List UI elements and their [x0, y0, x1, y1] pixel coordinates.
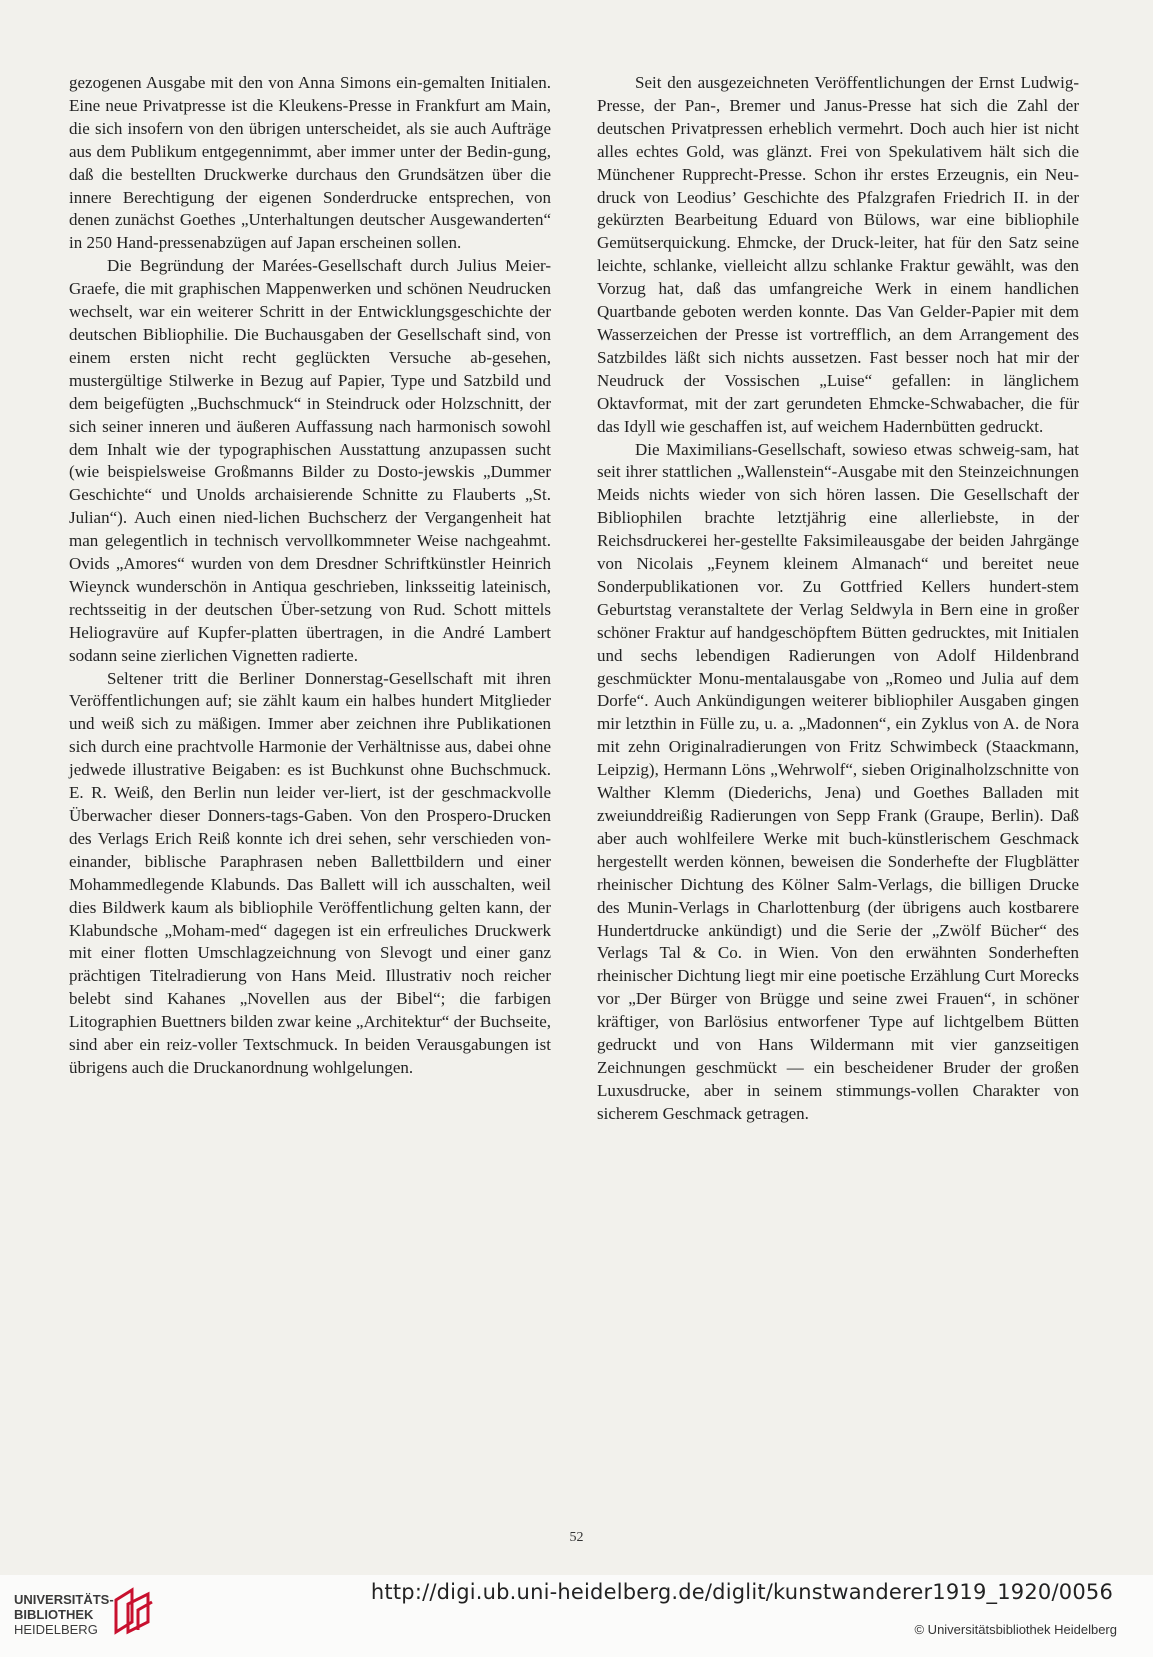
- logo-line: HEIDELBERG: [14, 1622, 98, 1637]
- copyright-notice: © Universitätsbibliothek Heidelberg: [914, 1622, 1117, 1637]
- library-logo-text: [14, 1592, 114, 1637]
- right-text-column: [597, 72, 1079, 1126]
- logo-line: UNIVERSITÄTS-: [14, 1592, 114, 1607]
- paragraph: Seltener tritt die Berliner Donnerstag-Gesellschaft mit ihren Veröffentlichungen auf; sie zählt kaum ein halbes hundert Mitglieder und weiß sich zu mäßigen. Immer aber zeichnen ihre Publikationen sich durch eine prachtvolle Harmonie der Verhältnisse aus, dabei ohne jedwede illustrative Beigaben: es ist Buchkunst ohne Buchschmuck. E. R. Weiß, den Berlin nun leider ver-liert, ist der geschmackvolle Überwacher dieser Donners-tags-Gaben. Von den Prospero-Drucken des Verlags Erich Reiß konnte ich drei sehen, sehr verschieden von-einander, biblische Paraphrasen neben Ballettbildern und einer Mohammedlegende Klabunds. Das Ballett will ich ausschalten, weil dies Bildwerk kaum als bibliophile Veröffentlichung gelten kann, der Klabundsche „Moham-med“ dagegen ist ein erfreuliches Druckwerk mit einer flotten Umschlagzeichnung von Slevogt und einer ganz prächtigen Titelradierung von Hans Meid. Illustrativ noch reicher belebt sind Kahanes „Novellen aus der Bibel“; die farbigen Litographien Buettners bilden zwar keine „Architektur“ der Buchseite, sind aber ein reiz-voller Textschmuck. In beiden Verausgabungen ist übrigens auch die Druckanordnung wohlgelungen.: [69, 668, 551, 1077]
- logo-line: BIBLIOTHEK: [14, 1607, 94, 1622]
- library-logo-icon: [112, 1586, 156, 1636]
- left-text-column: [69, 72, 551, 1080]
- paragraph: Die Maximilians-Gesellschaft, sowieso etwas schweig-sam, hat seit ihrer stattlichen „Wallenstein“-Ausgabe mit den Steinzeichnungen Meids nichts wieder von sich hören lassen. Die Gesellschaft der Bibliophilen brachte letztjährig eine allerliebste, in der Reichsdruckerei her-gestellte Faksimileausgabe der beiden Jahrgänge von Nicolais „Feynem kleinem Almanach“ und bereitet neue Sonderpublikationen vor. Zu Gottfried Kellers hundert-stem Geburtstag veranstaltete der Verlag Seldwyla in Bern eine in großer schöner Fraktur auf handgeschöpftem Bütten gedrucktes, mit Initialen und sechs lebendigen Radierungen von Adolf Hildenbrand geschmückter Monu-mentalausgabe von „Romeo und Julia auf dem Dorfe“. Auch Ankündigungen weiterer bibliophiler Ausgaben gingen mir letzthin in Fülle zu, u. a. „Madonnen“, ein Zyklus von A. de Nora mit zehn Originalradierungen von Fritz Schwimbeck (Staackmann, Leipzig), Hermann Löns „Wehrwolf“, sieben Originalholzschnitte von Walther Klemm (Diederichs, Jena) und Goethes Balladen mit zweiunddreißig Radierungen von Sepp Frank (Graupe, Berlin). Daß aber auch wohlfeilere Werke mit buch-künstlerischem Geschmack hergestellt werden können, beweisen die Sonderhefte der Flugblätter rheinischer Dichtung des Kölner Salm-Verlags, die billigen Drucke des Munin-Verlags in Charlottenburg (der übrigens auch kostbarere Hundertdrucke ankündigt) und die Serie der „Zwölf Bücher“ des Verlags Tal & Co. in Wien. Von den erwähnten Sonderheften rheinischer Dichtung liegt mir eine poetische Erzählung Curt Morecks vor „Der Bürger von Brügge und seine zwei Frauen“, in schöner kräftiger, von Barlösius entworfener Type auf lichtgelbem Bütten gedruckt und von Hans Wildermann mit vier ganzseitigen Zeichnungen geschmückt — ein bescheidener Bruder der großen Luxusdrucke, aber in seinem stimmungs-vollen Charakter von sicherem Geschmack getragen.: [597, 439, 1079, 1123]
- page-number: 52: [569, 1530, 584, 1545]
- paragraph: Die Begründung der Marées-Gesellschaft durch Julius Meier-Graefe, die mit graphischen Mappenwerken und schönen Neudrucken wechselt, war ein weiterer Schritt in der Entwicklungsgeschichte der deutschen Bibliophilie. Die Buchausgaben der Gesellschaft sind, von einem ersten nicht recht geglückten Versuche ab-gesehen, mustergültige Stilwerke in Bezug auf Papier, Type und Satzbild und dem beigefügten „Buchschmuck“ in Steindruck oder Holzschnitt, der sich seiner inneren und äußeren Auffassung nach harmonisch sowohl dem Inhalt wie der typographischen Ausstattung anzupassen sucht (wie beispielsweise Großmanns Bilder zu Dosto-jewskis „Dummer Geschichte“ und Unolds archaisierende Schnitte zu Flauberts „St. Julian“). Auch einen nied-lichen Buchscherz der Vergangenheit hat man gelegentlich in technisch vervollkommneter Weise nachgeahmt. Ovids „Amores“ wurden von dem Dresdner Schriftkünstler Heinrich Wieynck wunderschön in Antiqua geschrieben, linksseitig lateinisch, rechtsseitig in der deutschen Über-setzung von Rud. Schott mittels Heliogravüre auf Kupfer-platten übertragen, in die André Lambert sodann seine zierlichen Vignetten radierte.: [69, 256, 551, 665]
- source-url-link[interactable]: http://digi.ub.uni-heidelberg.de/diglit/kunstwanderer1919_1920/0056: [370, 1580, 1113, 1604]
- paragraph: Seit den ausgezeichneten Veröffentlichungen der Ernst Ludwig-Presse, der Pan-, Bremer und Janus-Presse hat sich die Zahl der deutschen Privatpressen erheblich vermehrt. Doch auch hier ist nicht alles echtes Gold, was glänzt. Frei von Spekulativem hält sich die Münchener Rupprecht-Presse. Schon ihr erstes Erzeugnis, ein Neu-druck von Leodius’ Geschichte des Pfalzgrafen Friedrich II. in der gekürzten Bearbeitung Eduard von Bülows, war eine bibliophile Gemütserquickung. Ehmcke, der Druck-leiter, hat für den Satz seine leichte, schlanke, vielleicht allzu schlanke Fraktur gewählt, was den Vorzug hat, daß das umfangreiche Werk in einem handlichen Quartbande geboten werden konnte. Das Van Gelder-Papier mit dem Wasserzeichen der Presse ist vortrefflich, an dem Arrangement des Satzbildes läßt sich nichts aussetzen. Fast besser noch hat mir der Neudruck der Vossischen „Luise“ gefallen: in länglichem Oktavformat, mit der zart gerundeten Ehmcke-Schwabacher, die für das Idyll wie geschaffen ist, auf weichem Hadernbütten gedruckt.: [597, 73, 1079, 436]
- paragraph: gezogenen Ausgabe mit den von Anna Simons ein-gemalten Initialen. Eine neue Privatpresse ist die Kleukens-Presse in Frankfurt am Main, die sich insofern von den übrigen unterscheidet, als sie auch Aufträge aus dem Publikum entgegennimmt, aber immer unter der Bedin-gung, daß die bestellten Druckwerke durchaus den Grundsätzen über die innere Berechtigung der eigenen Sonderdrucke entsprechen, von denen zunächst Goethes „Unterhaltungen deutscher Ausgewanderten“ in 250 Hand-pressenabzügen auf Japan erscheinen sollen.: [69, 73, 551, 253]
